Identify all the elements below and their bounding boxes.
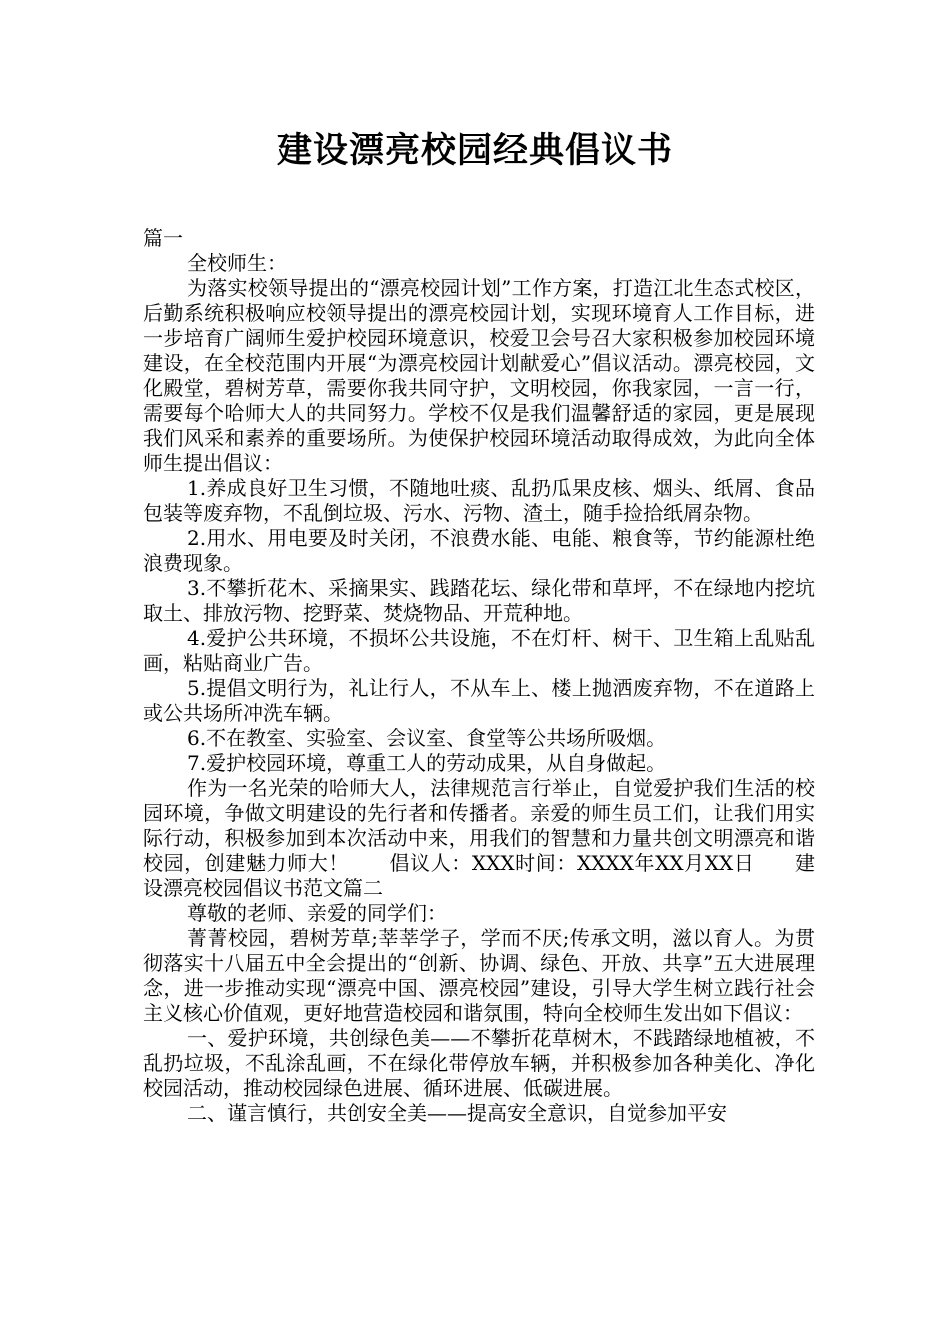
date-line: 时间：XXXX年XX月XX日 (514, 851, 755, 875)
closing-paragraph (143, 776, 815, 901)
proposal-item-2: 2.用水、用电要及时关闭，不浪费水能、电能、粮食等，节约能源杜绝浪费现象。 (143, 526, 815, 575)
document-title: 建设漂亮校园经典倡议书 (276, 131, 673, 171)
salutation: 全校师生： (187, 251, 287, 275)
proposal-item-5: 5.提倡文明行为，礼让行人，不从车上、楼上抛洒废弃物，不在道路上或公共场所冲洗车辆。 (143, 676, 815, 725)
proposal-item-3: 3.不攀折花木、采摘果实、践踏花坛、绿化带和草坪，不在绿地内挖坑取土、排放污物、挖野菜、焚烧物品、开荒种地。 (143, 576, 815, 625)
salutation-2: 尊敬的老师、亲爱的同学们： (187, 901, 447, 925)
proposal-item-4: 4.爱护公共环境，不损坏公共设施，不在灯杆、树干、卫生箱上乱贴乱画，粘贴商业广告。 (143, 626, 815, 675)
section-label: 篇一 (143, 226, 183, 250)
proposal-section-2: 二、谨言慎行，共创安全美——提高安全意识，自觉参加平安 (187, 1101, 727, 1125)
document-body (143, 226, 815, 1126)
signer: 倡议人：XXX (388, 851, 515, 875)
proposal-section-1: 一、爱护环境，共创绿色美——不攀折花草树木，不践踏绿地植被，不乱扔垃圾，不乱涂乱画，不在绿化带停放车辆，并积极参加各种美化、净化校园活动，推动校园绿色进展、循环进展、低碳进展。 (143, 1026, 815, 1100)
next-section-title: 建设漂亮校园倡议书范文篇二 (143, 851, 816, 900)
proposal-item-1: 1.养成良好卫生习惯，不随地吐痰、乱扔瓜果皮核、烟头、纸屑、食品包装等废弃物，不乱倒垃圾、污水、污物、渣土，随手捡拾纸屑杂物。 (143, 476, 815, 525)
intro-paragraph-2: 菁菁校园，碧树芳草;莘莘学子，学而不厌;传承文明，滋以育人。为贯彻落实十八届五中全会提出的“创新、协调、绿色、开放、共享”五大进展理念，进一步推动实现“漂亮中国、漂亮校园”建设，引导大学生树立践行社会主义核心价值观，更好地营造校园和谐氛围，特向全校师生发出如下倡议： (143, 926, 815, 1025)
closing-text: 作为一名光荣的哈师大人，法律规范言行举止，自觉爱护我们生活的校园环境，争做文明建设的先行者和传播者。亲爱的师生员工们，让我们用实际行动，积极参加到本次活动中来，用我们的智慧和力量共创文明漂亮和谐校园，创建魅力师大！ (143, 776, 815, 875)
proposal-item-7: 7.爱护校园环境，尊重工人的劳动成果，从自身做起。 (187, 751, 667, 775)
intro-paragraph: 为落实校领导提出的“漂亮校园计划”工作方案，打造江北生态式校区，后勤系统积极响应校领导提出的漂亮校园计划，实现环境育人工作目标，进一步培育广阔师生爱护校园环境意识，校爱卫会号召大家积极参加校园环境建设，在全校范围内开展“为漂亮校园计划献爱心”倡议活动。漂亮校园，文化殿堂，碧树芳草，需要你我共同守护，文明校园，你我家园，一言一行，需要每个哈师大人的共同努力。学校不仅是我们温馨舒适的家园，更是展现我们风采和素养的重要场所。为使保护校园环境活动取得成效，为此向全体师生提出倡议： (143, 276, 815, 475)
proposal-item-6: 6.不在教室、实验室、会议室、食堂等公共场所吸烟。 (187, 726, 667, 750)
